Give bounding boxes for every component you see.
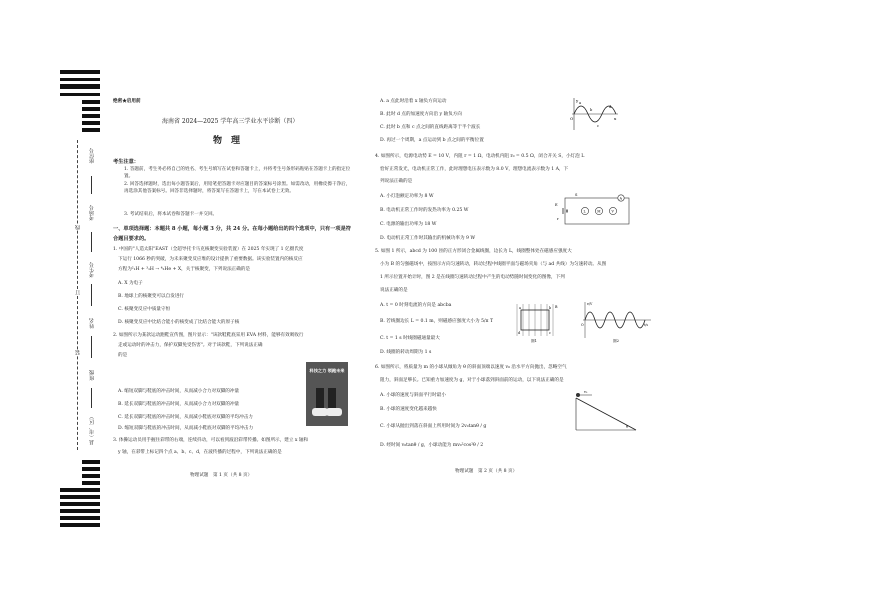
- candidate-number-line: [91, 284, 92, 306]
- q2-option-a: A. 缩短双脚与鞋底的冲击时间，从而减小合力对双脚的冲量: [118, 389, 240, 394]
- q2-stem: 2. 如图所示为某款运动跑鞋宣传图，图片显示："该款鞋鞋底采用 EVA 材料，能够有效吸收行: [113, 333, 304, 338]
- binding-stripe: [82, 481, 100, 485]
- q3-wave-figure: [568, 96, 620, 132]
- binding-stripe: [82, 100, 100, 104]
- fig1-label: 图1: [531, 339, 537, 343]
- field-b-label: B: [555, 305, 558, 309]
- voltmeter-label: V: [611, 209, 614, 214]
- q2-option-b: B. 延长双脚与鞋底的冲击时间，从而减小合力对双脚的冲量: [118, 402, 240, 407]
- resistance-label: r: [557, 217, 559, 221]
- q1-option-b: B. 地球上的核聚变可以自发进行: [118, 294, 185, 299]
- q6-option-c: C. 小球从抛出到落在斜面上所用时间为 2v₀tanθ / g: [380, 424, 487, 429]
- point-c-label: c: [597, 124, 600, 128]
- q5-stem: 说法正确的是: [380, 288, 408, 293]
- binding-stripe: [60, 70, 100, 74]
- binding-stripe: [82, 467, 100, 471]
- q4-stem: 4. 如图所示，电源电动势 E = 10 V，内阻 r = 1 Ω，电动机内阻 r₀ = 0.5 Ω，闭合开关 S，小灯泡 L: [375, 154, 585, 159]
- origin-label: O: [570, 116, 574, 121]
- section-one-heading: 一、单项选择题：本题共 8 小题，每小题 3 分，共 24 分。在每小题给出的四个选项中，只有一项是符合题目要求的。: [113, 226, 351, 242]
- binding-stripe: [60, 84, 100, 89]
- q3-option-d: D. 再过一个周期，a 点运动到 b 点之间的平衡位置: [380, 138, 484, 143]
- binding-stripe: [60, 78, 100, 81]
- q6-option-b: B. 小球的速度变化越来越快: [380, 407, 437, 412]
- binding-stripe: [82, 107, 100, 111]
- coil-a-label: a: [519, 306, 522, 310]
- binding-stripe: [82, 460, 100, 464]
- q1-stem: 方程为²₁H + ³₁H → ⁴₂He + X，关于核聚变，下列说法正确的是: [118, 267, 251, 272]
- q5-stem: 5. 如图 1 所示，abcd 为 100 匝的正方形闭合金属线圈，边长为 L，线圈整体处在磁感应强度大: [375, 249, 572, 254]
- x-axis-label: x: [614, 116, 617, 121]
- q4-option-a: A. 小灯泡额定功率为 8 W: [380, 194, 434, 199]
- velocity-label: v₀: [584, 390, 588, 394]
- q5-stem: 1 所示位置开始计时，图 2 是在线圈匀速转动过程中产生的电动势随时间变化的图像，下列: [380, 275, 565, 280]
- emf-label: E: [555, 203, 558, 207]
- leg-right: [328, 388, 336, 408]
- binding-stripe: [60, 509, 100, 513]
- note-item: 3. 考试结束后，将本试卷和答题卡一并交回。: [124, 212, 218, 217]
- notes-heading: 考生注意：: [113, 159, 139, 165]
- q1-option-c: C. 核聚变反应中质量守恒: [118, 307, 171, 312]
- angle-label: θ: [626, 425, 629, 429]
- subject-title: 物 理: [213, 136, 241, 146]
- coil-c-label: c: [549, 331, 551, 335]
- page2-footer: 物理试题 第 2 页（共 8 页）: [455, 469, 518, 474]
- seat-number-line: [91, 176, 92, 194]
- q4-stem: 列说法正确的是: [380, 179, 413, 184]
- lamp-label: L: [583, 209, 586, 214]
- candidate-number-label: 考生号: [89, 262, 95, 278]
- q3-stem: 3. 体操运动员用手握住彩带的右端，连续抖动，可以看到波沿彩带传播。如图所示，建立 x 轴和: [113, 438, 309, 443]
- q5-stem: 小为 B 的匀强磁场中，按图示方向匀速转动，转动过程中线圈平面与磁场夹角（与 ad 共线）为匀速转动。从图: [380, 262, 607, 267]
- q5-figures: [515, 300, 655, 344]
- exam-room-label: 考场号: [89, 205, 95, 221]
- q5-option-b: B. 若线圈边长 L = 0.1 m，则磁感应强度大小为 5/π T: [380, 319, 494, 324]
- page1-footer: 物理试题 第 1 页（共 8 页）: [190, 473, 253, 478]
- switch-label: S: [575, 193, 578, 197]
- q2-option-d: D. 缩短双脚与鞋底的冲击时间，从而减小鞋底对双脚的平均冲击力: [118, 426, 254, 431]
- q4-circuit-figure: [555, 192, 635, 230]
- binding-stripe: [82, 121, 100, 125]
- cut-mark-ding: 订: [75, 290, 81, 296]
- q3-option-b: B. 此时 d 点的加速度方向沿 y 轴负方向: [380, 112, 462, 117]
- binding-stripe: [82, 128, 100, 132]
- binding-stripe: [60, 523, 100, 527]
- exam-title: 海南省 2024—2025 学年高三学业水平诊断（四）: [162, 118, 299, 125]
- binding-stripe: [82, 474, 100, 478]
- y-axis-label: y: [576, 98, 579, 103]
- q2-stem: 的是: [118, 353, 128, 358]
- name-line: [91, 336, 92, 358]
- shoe-ad-slogan: 科技之力 领跑未来: [309, 368, 345, 373]
- class-label: 班级: [89, 370, 95, 381]
- shoe-ad-image: [306, 362, 348, 426]
- county-label: 县（市、区）: [89, 414, 95, 446]
- q5-option-c: C. t = 1 s 时线圈磁通量最大: [380, 336, 440, 341]
- point-b-label: b: [590, 108, 593, 112]
- q1-stem: 下运行 1066 秒的突破，为未来聚变反应堆的设计提供了重要数据。该实验装置内的核反应: [118, 257, 303, 262]
- q4-option-d: D. 电动机正常工作时其输出的机械功率为 9 W: [380, 236, 476, 241]
- coil-b-label: b: [549, 306, 552, 310]
- graph-origin-label: O: [581, 323, 584, 327]
- q1-option-d: D. 核聚变反应中比结合能小的核变成了比结合能大的原子核: [118, 320, 240, 325]
- point-a-label: a: [579, 101, 582, 105]
- cut-mark-zhuang: 装: [75, 350, 81, 356]
- q5-option-a: A. t = 0 时刻电流的方向是 abcba: [380, 303, 452, 308]
- motor-label: M: [597, 209, 601, 214]
- q3-option-c: C. 此时 b 点和 c 点之间的直线距离等于半个波长: [380, 125, 481, 130]
- q4-stem: 恰好正常发光，电动机正常工作，此时理想电压表示数为 8.0 V，理想电流表示数为 1 A，下: [380, 167, 569, 172]
- ammeter-label: A: [619, 196, 622, 201]
- seat-number-label: 座位号: [89, 148, 95, 164]
- q6-option-a: A. 小球的速度与斜面平行时最小: [380, 393, 446, 398]
- name-label: 姓名: [89, 318, 95, 329]
- exam-room-line: [91, 232, 92, 252]
- coil-d-label: d: [518, 331, 521, 335]
- q1-stem: 1. 中国的"人造太阳"EAST（全超导托卡马克核聚变实验装置）在 2025 年实现了 1 亿摄氏度: [113, 247, 304, 252]
- graph-time-label: t/s: [644, 323, 648, 327]
- q6-stem: 阻力，斜面足够长。已知重力加速度为 g，对于小球落到斜面前的运动，以下说法正确的是: [380, 378, 564, 383]
- q4-option-c: C. 电源的输出功率为 18 W: [380, 222, 437, 227]
- q2-option-c: C. 延长双脚与鞋底的冲击时间，从而减小鞋底对双脚的平均冲击力: [118, 415, 253, 420]
- q1-option-a: A. X 为电子: [118, 281, 143, 286]
- binding-stripe: [82, 114, 100, 118]
- binding-stripe: [60, 502, 100, 506]
- class-line: [91, 388, 92, 408]
- point-d-label: d: [609, 105, 612, 109]
- binding-stripe: [60, 93, 100, 96]
- q3-option-a: A. a 点此时沿着 x 轴负方向运动: [380, 99, 447, 104]
- q6-option-d: D. 经时间 v₀tanθ / g，小球动能为 mv₀²cos²θ / 2: [380, 443, 484, 448]
- ball: [576, 393, 580, 397]
- q2-stem: 走或运动时的冲击力，保护双脚免受伤害"。对于该款鞋，下列说法正确: [118, 343, 263, 348]
- secret-label: 绝密★启用前: [113, 99, 141, 104]
- leg-left: [316, 388, 324, 408]
- binding-stripe: [60, 488, 100, 492]
- cut-mark-xian: 线: [75, 225, 81, 231]
- shoe-right: [326, 408, 342, 416]
- q4-option-b: B. 电动机正常工作时的发热功率为 0.25 W: [380, 208, 469, 213]
- binding-stripe: [60, 516, 100, 520]
- graph-emf-label: e/V: [587, 302, 593, 306]
- binding-stripe: [60, 495, 100, 499]
- note-item: 1. 答题前，考生务必将自己的姓名、考生号填写在试卷和答题卡上，并将考生号条形码粘贴在答题卡上的指定位置。: [124, 167, 351, 179]
- q5-option-d: D. 线圈的转动周期为 1 s: [380, 350, 432, 355]
- q6-stem: 6. 如图所示，将质量为 m 的小球从倾角为 θ 的斜面顶端以速度 v₀ 沿水平方向抛出，忽略空气: [375, 365, 567, 370]
- q3-stem: y 轴，在彩带上标记四个点 a、b、c、d，在波传播的过程中，下列说法正确的是: [118, 450, 282, 455]
- fig2-label: 图2: [613, 339, 619, 343]
- q6-incline-figure: [570, 390, 640, 434]
- note-item: 2. 回答选择题时，选出每小题答案后，用铅笔把答题卡对应题目的答案标号涂黑。如需改动，用橡皮擦干净后，再选涂其他答案标号。回答非选择题时，将答案写在答题卡上，写在本试卷上无效。: [124, 182, 351, 194]
